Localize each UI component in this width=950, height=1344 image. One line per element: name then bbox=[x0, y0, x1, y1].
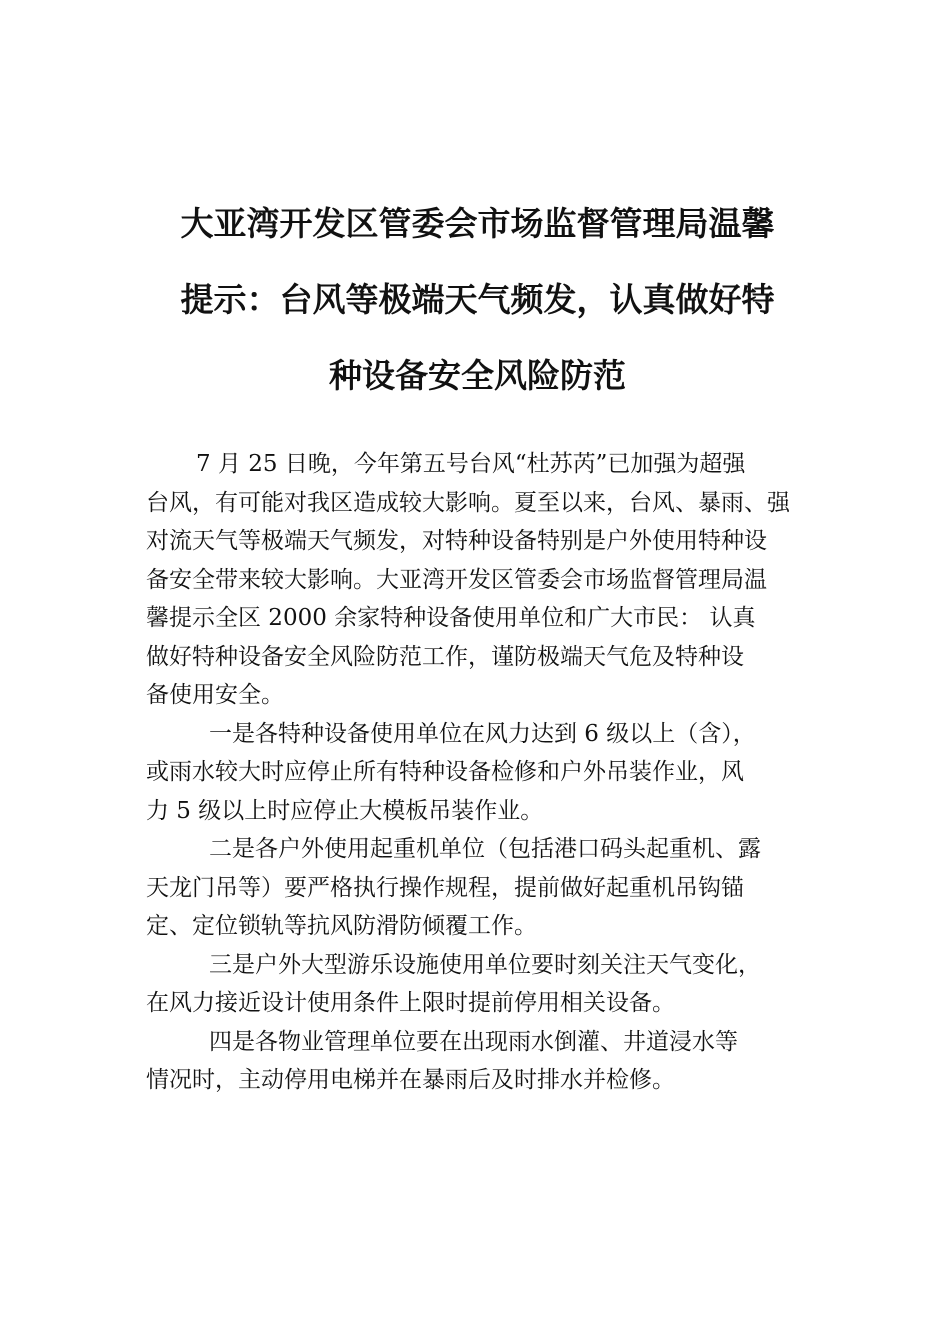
text-line: 台风，有可能对我区造成较大影响。夏至以来，台风、暴雨、强 bbox=[146, 489, 790, 516]
text-line: 或雨水较大时应停止所有特种设备检修和户外吊装作业，风 bbox=[146, 759, 744, 785]
paragraph-one bbox=[146, 715, 814, 831]
text-line: 情况时，主动停用电梯并在暴雨后及时排水并检修。 bbox=[146, 1067, 675, 1093]
text-line: 馨提示全区 2000 余家特种设备使用单位和广大市民： 认真 bbox=[146, 605, 756, 631]
text-line: 做好特种设备安全风险防范工作，谨防极端天气危及特种设 bbox=[146, 643, 744, 670]
paragraph-four bbox=[146, 1023, 814, 1100]
title-line: 大亚湾开发区管委会市场监督管理局温馨 bbox=[180, 204, 775, 243]
text-line: 二是各户外使用起重机单位（包括港口码头起重机、露 bbox=[209, 836, 761, 862]
text-line: 在风力接近设计使用条件上限时提前停用相关设备。 bbox=[146, 990, 675, 1016]
text-line: 定、定位锁轨等抗风防滑防倾覆工作。 bbox=[146, 913, 537, 939]
text-line: 力 5 级以上时应停止大模板吊装作业。 bbox=[146, 797, 544, 824]
text-line: 7 月 25 日晚，今年第五号台风“杜苏芮”已加强为超强 bbox=[196, 451, 746, 477]
text-line: 对流天气等极端天气频发，对特种设备特别是户外使用特种设 bbox=[146, 528, 767, 554]
text-line: 一是各特种设备使用单位在风力达到 6 级以上（含）， bbox=[209, 720, 756, 747]
paragraph-three bbox=[146, 946, 814, 1023]
text-line: 四是各物业管理单位要在出现雨水倒灌、井道浸水等 bbox=[209, 1028, 738, 1055]
title-line: 提示：台风等极端天气频发，认真做好特 bbox=[180, 280, 775, 319]
document-body bbox=[146, 445, 814, 1100]
text-line: 备使用安全。 bbox=[146, 682, 284, 708]
paragraph-intro bbox=[146, 445, 814, 715]
paragraph-two bbox=[146, 830, 814, 946]
text-line: 备安全带来较大影响。大亚湾开发区管委会市场监督管理局温 bbox=[146, 566, 767, 593]
text-line: 天龙门吊等）要严格执行操作规程，提前做好起重机吊钩锚 bbox=[146, 874, 744, 901]
title-line: 种设备安全风险防范 bbox=[329, 356, 626, 395]
text-line: 三是户外大型游乐设施使用单位要时刻关注天气变化， bbox=[209, 951, 761, 978]
document-title bbox=[150, 186, 805, 414]
